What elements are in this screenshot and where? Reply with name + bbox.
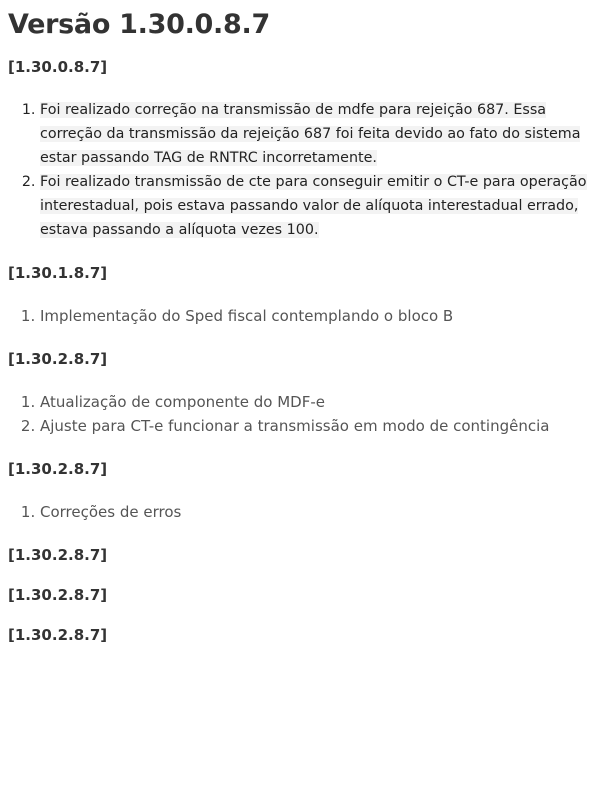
section-heading: [1.30.0.8.7] — [8, 58, 108, 76]
release-section — [8, 586, 592, 604]
list-item-text: Foi realizado correção na transmissão de mdfe para rejeição 687. Essa correção da transmissão da rejeição 687 foi feita devido ao fato do sistema estar passando TAG de RNTRC incorretamente. — [40, 102, 581, 166]
section-heading: [1.30.2.8.7] — [8, 586, 108, 604]
list-item — [40, 170, 592, 242]
release-item-list — [8, 98, 592, 242]
release-section — [8, 58, 592, 242]
release-section — [8, 350, 592, 438]
section-heading: [1.30.2.8.7] — [8, 626, 108, 644]
section-heading: [1.30.2.8.7] — [8, 546, 108, 564]
list-item-text: Foi realizado transmissão de cte para conseguir emitir o CT-e para operação interestadual, pois estava passando valor de alíquota interestadual errado, estava passando a alíquota vezes 100. — [40, 174, 587, 238]
release-section — [8, 546, 592, 564]
list-item: 1. Atualização de componente do MDF-e — [40, 390, 592, 414]
release-section — [8, 626, 592, 644]
release-item-list — [8, 390, 592, 438]
list-item: 2. Ajuste para CT-e funcionar a transmissão em modo de contingência — [40, 414, 592, 438]
list-item — [40, 98, 592, 170]
section-heading: [1.30.1.8.7] — [8, 264, 108, 282]
release-section — [8, 460, 592, 524]
page-title: Versão 1.30.0.8.7 — [8, 9, 270, 40]
release-item-list — [8, 304, 592, 328]
section-heading: [1.30.2.8.7] — [8, 350, 108, 368]
release-section — [8, 264, 592, 328]
list-item: 1. Correções de erros — [40, 500, 592, 524]
list-item: 1. Implementação do Sped fiscal contemplando o bloco B — [40, 304, 592, 328]
release-item-list — [8, 500, 592, 524]
section-heading: [1.30.2.8.7] — [8, 460, 108, 478]
